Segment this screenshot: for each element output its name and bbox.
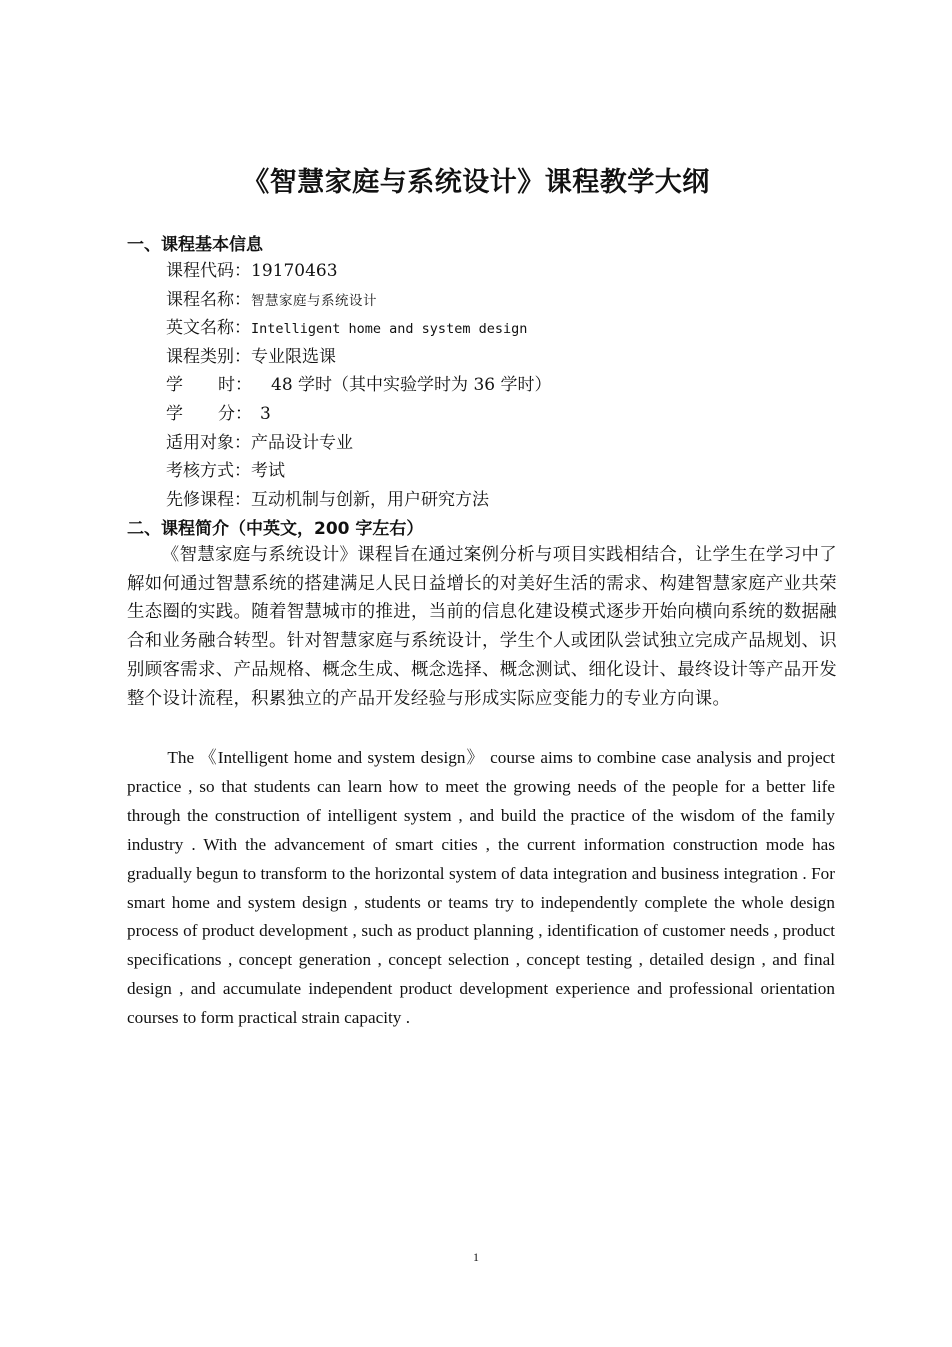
document-title: 《智慧家庭与系统设计》课程教学大纲 (242, 167, 710, 198)
section-heading-introduction: 二、课程简介（中英文，200 字左右） (127, 519, 424, 539)
field-label: 学 时： (166, 375, 252, 396)
field-label: 学 分： (166, 403, 252, 424)
section-heading-basic-info: 一、课程基本信息 (127, 235, 263, 255)
introduction-chinese-paragraph: 《智慧家庭与系统设计》课程旨在通过案例分析与项目实践相结合，让学生在学习中了解如何通过智慧系统的搭建满足人民日益增长的对美好生活的需求、构建智慧家庭产业共荣生态圈的实践。随着智慧城市的推进，当前的信息化建设模式逐步开始向横向系统的数据融合和业务融合转型。针对智慧家庭与系统设计，学生个人或团队尝试独立完成产品规划、识别顾客需求、产品规格、概念生成、概念选择、概念测试、细化设计、最终设计等产品开发整个设计流程，积累独立的产品开发经验与形成实际应变能力的专业方向课。 (127, 545, 837, 709)
introduction-english-paragraph: The 《Intelligent home and system design》 course aims to combine case analysis and project practice , so that students can learn how to meet the growing needs of the people for a better life through the construction of intelligent system , and build the practice of the wisdom of the family industry . With the advancement of smart cities , the current information construction mode has gradually begun to transform to the horizontal system of data integration and business integration . For smart home and system design , students or teams try to independently complete the whole design process of product development , such as product planning , identification of customer needs , product specifications , concept generation , concept selection , concept testing , detailed design , and final design , and accumulate independent product development experience and professional orientation courses to form practical strain capacity . (127, 748, 835, 1028)
course-type-row (166, 346, 551, 375)
field-label: 适用对象： (166, 432, 251, 453)
field-label: 课程名称： (166, 289, 251, 310)
field-label: 先修课程： (166, 489, 251, 510)
field-label: 考核方式： (166, 461, 251, 482)
field-label: 课程代码： (166, 261, 251, 281)
course-info-list (166, 260, 551, 517)
target-audience-row (166, 432, 551, 461)
field-label: 英文名称： (166, 318, 251, 339)
course-code-value: 19170463 (251, 261, 338, 281)
english-name-value: Intelligent home and system design (251, 321, 528, 338)
field-label: 课程类别： (166, 346, 251, 367)
target-audience-value: 产品设计专业 (251, 432, 353, 453)
credits-value: 3 (260, 403, 271, 424)
hours-row (166, 374, 551, 403)
course-code-row (166, 260, 551, 289)
page-number: 1 (473, 1250, 479, 1264)
hours-value: 48 学时（其中实验学时为 36 学时） (271, 375, 552, 396)
english-name-row (166, 317, 551, 346)
credits-row (166, 403, 551, 432)
course-type-value: 专业限选课 (251, 346, 336, 367)
prerequisites-value: 互动机制与创新，用户研究方法 (251, 489, 489, 510)
course-name-row (166, 289, 551, 318)
assessment-row (166, 460, 551, 489)
assessment-value: 考试 (251, 461, 285, 482)
course-name-value: 智慧家庭与系统设计 (251, 292, 377, 309)
